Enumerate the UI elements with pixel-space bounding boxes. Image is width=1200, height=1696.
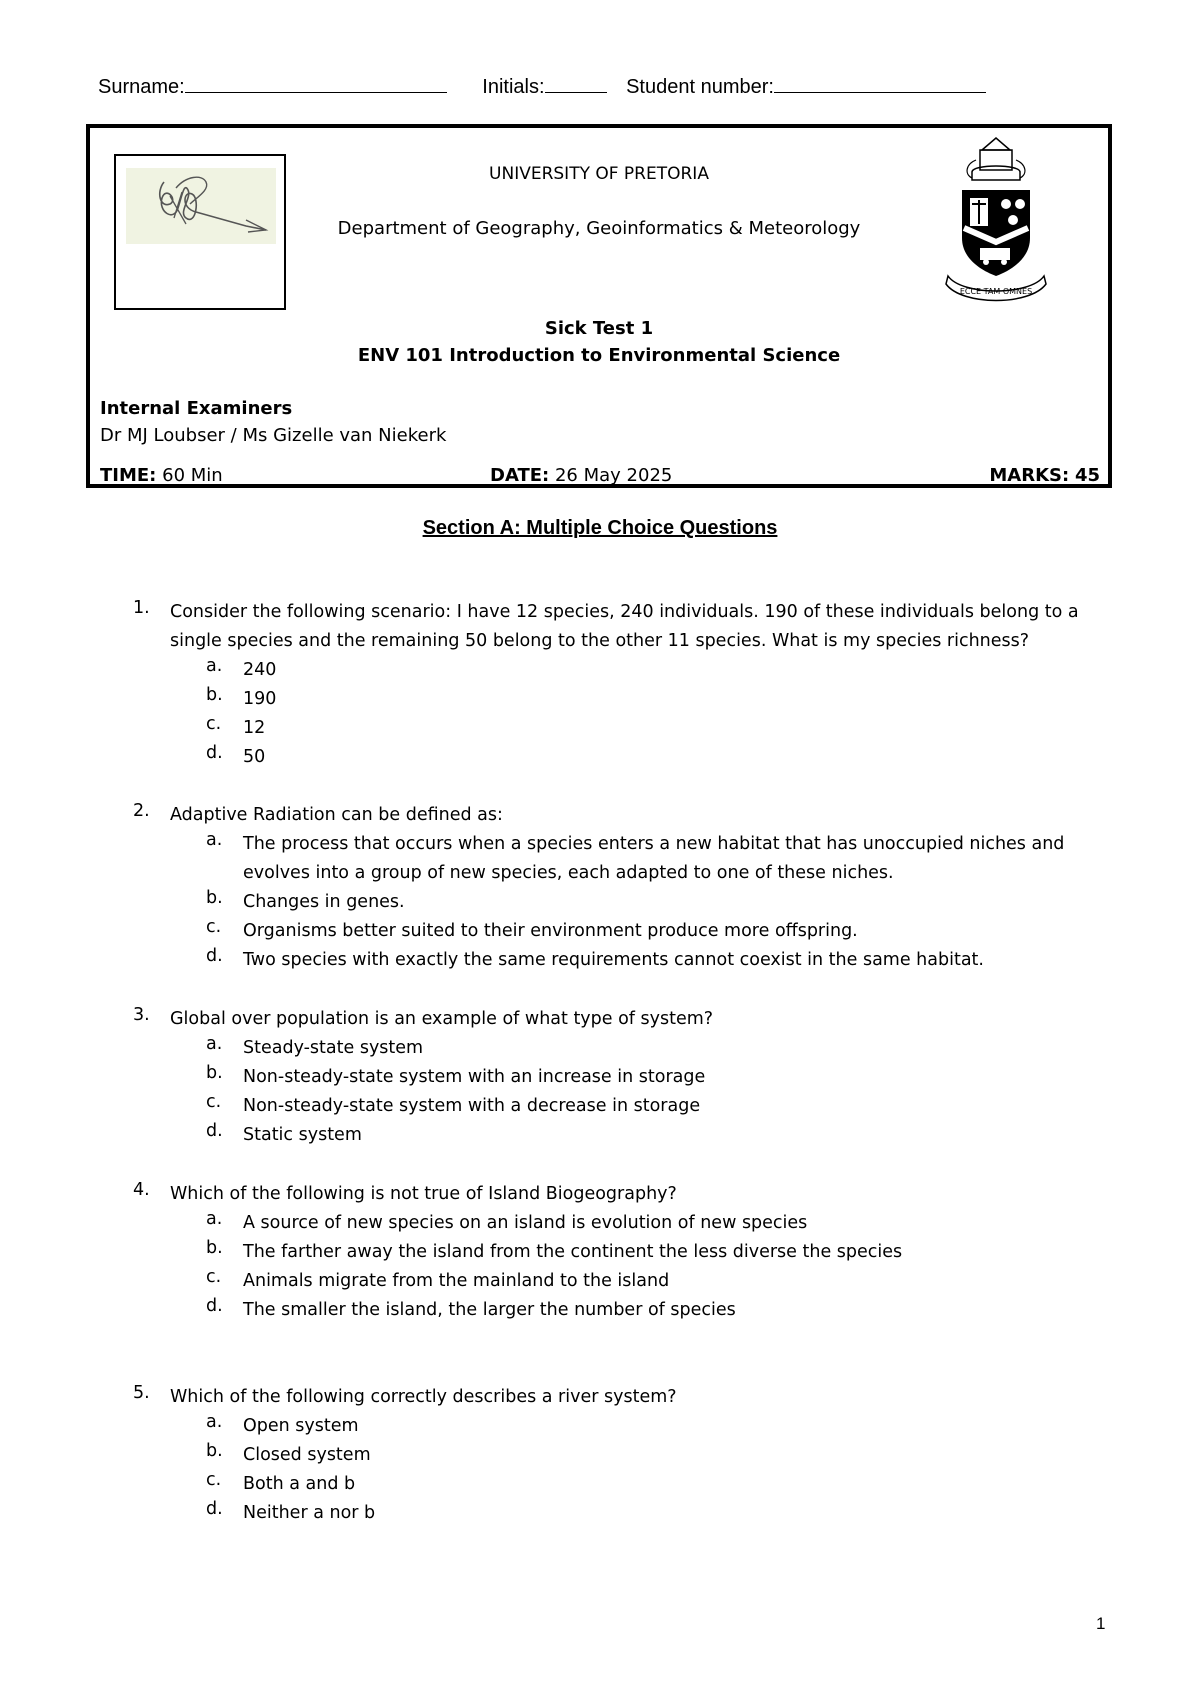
option-text: Both a and b [243, 1474, 356, 1494]
surname-field[interactable] [185, 74, 447, 93]
option-letter: b. [206, 1063, 223, 1083]
option-letter: b. [206, 888, 223, 908]
option-letter: a. [206, 1209, 223, 1229]
department-name: Department of Geography, Geoinformatics & Meteorology [337, 218, 861, 239]
option-letter: a. [206, 1034, 223, 1054]
option-text: Static system [243, 1125, 362, 1145]
option-letter: a. [206, 830, 223, 850]
date-label: DATE: [490, 465, 550, 486]
question-number: 1. [133, 598, 150, 618]
option-text: The process that occurs when a species enters a new habitat that has unoccupied niches and evolves into a group of new species, each adapted to one of these niches. [243, 834, 1065, 883]
option-text: The smaller the island, the larger the number of species [243, 1300, 736, 1320]
initials-label: Initials: [482, 76, 545, 98]
option-letter: b. [206, 685, 223, 705]
option-letter: d. [206, 1121, 223, 1141]
option-text: Open system [243, 1416, 359, 1436]
student-number-label: Student number: [626, 76, 774, 98]
initials-field[interactable] [545, 74, 607, 93]
examiners-heading: Internal Examiners [100, 398, 293, 419]
section-heading: Section A: Multiple Choice Questions [422, 517, 778, 539]
option-letter: a. [206, 656, 223, 676]
question-text: Global over population is an example of what type of system? [170, 1009, 714, 1029]
option-text: A source of new species on an island is evolution of new species [243, 1213, 808, 1233]
date-value: 26 May 2025 [554, 465, 673, 486]
test-title: Sick Test 1 [544, 318, 654, 339]
question-text: Which of the following correctly describes a river system? [170, 1387, 677, 1407]
marks-label: MARKS: [989, 465, 1070, 486]
option-text: Organisms better suited to their environment produce more offspring. [243, 921, 858, 941]
exam-header-box [86, 124, 1112, 488]
university-crest-icon [942, 134, 1050, 310]
date-info [490, 465, 672, 486]
option-text: Non-steady-state system with a decrease in storage [243, 1096, 701, 1116]
question-text: Adaptive Radiation can be defined as: [170, 805, 503, 825]
time-label: TIME: [100, 465, 157, 486]
option-letter: b. [206, 1238, 223, 1258]
university-name: UNIVERSITY OF PRETORIA [489, 164, 709, 184]
option-text: The farther away the island from the continent the less diverse the species [243, 1242, 903, 1262]
option-letter: c. [206, 1092, 222, 1112]
option-text: 240 [243, 660, 277, 680]
option-text: 50 [243, 747, 266, 767]
option-letter: d. [206, 946, 223, 966]
marks-info [989, 465, 1100, 486]
option-text: Closed system [243, 1445, 371, 1465]
surname-label: Surname: [98, 76, 185, 98]
question-text: Which of the following is not true of Island Biogeography? [170, 1184, 677, 1204]
student-details-line [98, 74, 986, 99]
option-letter: c. [206, 1470, 222, 1490]
question-number: 4. [133, 1180, 150, 1200]
examiners-names: Dr MJ Loubser / Ms Gizelle van Niekerk [100, 425, 447, 446]
student-number-field[interactable] [774, 74, 986, 93]
option-letter: a. [206, 1412, 223, 1432]
option-letter: c. [206, 1267, 222, 1287]
option-text: 190 [243, 689, 277, 709]
option-letter: d. [206, 1499, 223, 1519]
option-text: Neither a nor b [243, 1503, 376, 1523]
option-text: Two species with exactly the same requirements cannot coexist in the same habitat. [243, 950, 984, 970]
option-letter: d. [206, 1296, 223, 1316]
course-title: ENV 101 Introduction to Environmental Science [357, 345, 841, 366]
option-text: Steady-state system [243, 1038, 424, 1058]
option-text: Animals migrate from the mainland to the island [243, 1271, 670, 1291]
question-number: 3. [133, 1005, 150, 1025]
marks-value: 45 [1074, 465, 1100, 486]
option-text: Non-steady-state system with an increase in storage [243, 1067, 706, 1087]
option-text: Changes in genes. [243, 892, 405, 912]
option-letter: c. [206, 714, 222, 734]
question-text: Consider the following scenario: I have 12 species, 240 individuals. 190 of these individuals belong to a single species and the remaining 50 belong to the other 11 species. What is my species richness? [170, 602, 1079, 651]
option-letter: d. [206, 743, 223, 763]
option-text: 12 [243, 718, 266, 738]
question-number: 5. [133, 1383, 150, 1403]
question-number: 2. [133, 801, 150, 821]
page-number: 1 [1096, 1614, 1106, 1633]
time-info [100, 465, 223, 486]
option-letter: b. [206, 1441, 223, 1461]
time-value: 60 Min [162, 465, 223, 486]
option-letter: c. [206, 917, 222, 937]
crest-motto: ECCE TAM OMNES [959, 287, 1033, 296]
